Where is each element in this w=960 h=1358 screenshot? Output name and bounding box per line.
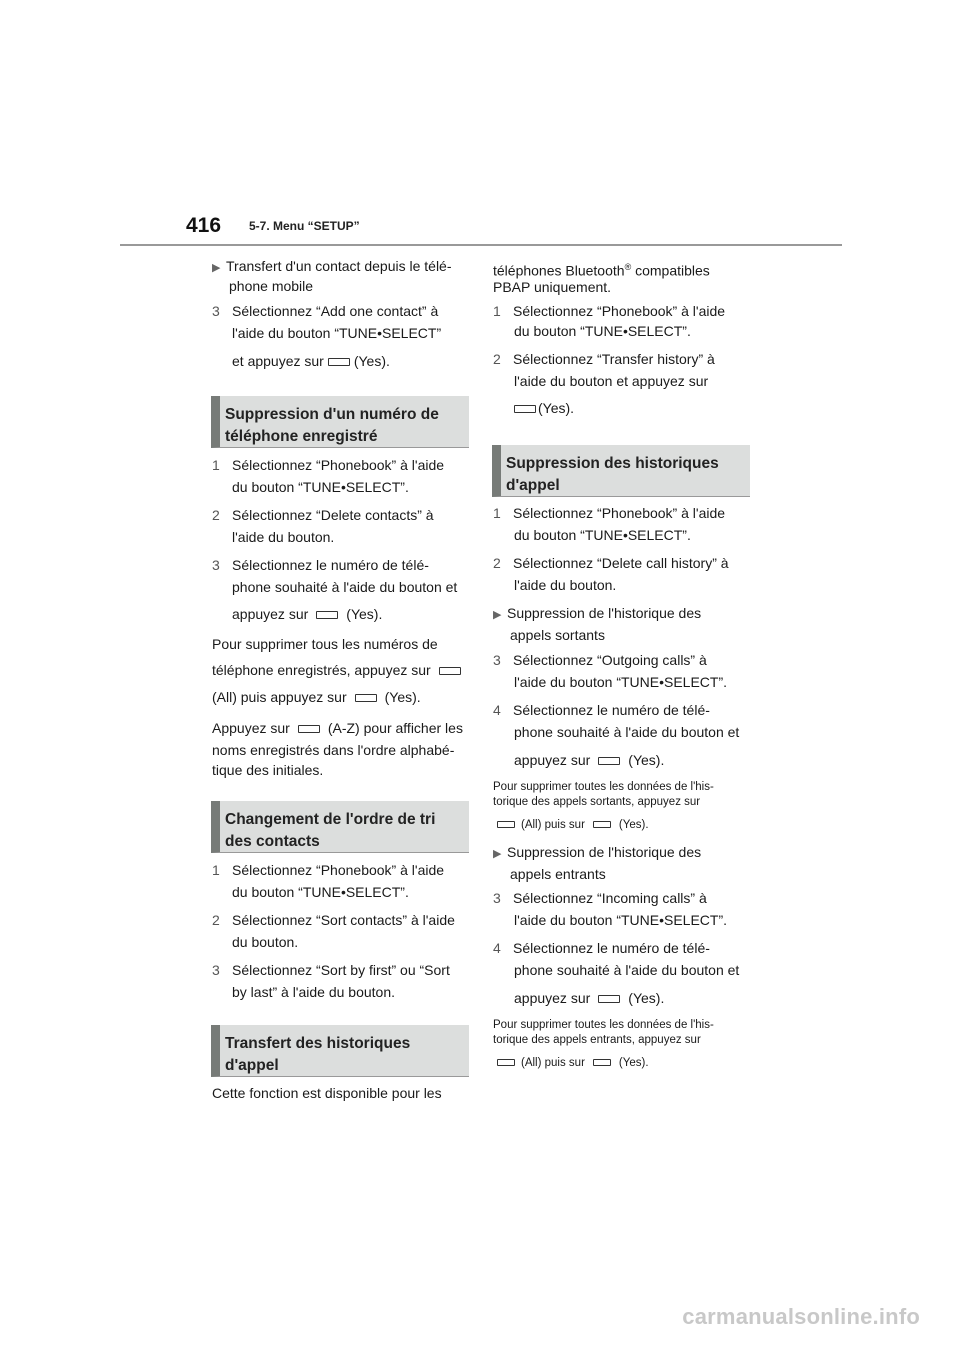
step-text: l'aide du bouton “TUNE•SELECT”. (514, 674, 728, 690)
step-text: phone souhaité à l'aide du bouton et (514, 724, 740, 740)
paragraph: Cette fonction est disponible pour les (212, 1085, 442, 1101)
step-text: (Yes). (514, 398, 574, 418)
paragraph: Pour supprimer tous les numéros de (212, 636, 438, 652)
screen-button-icon (598, 995, 620, 1003)
screen-button-icon (355, 694, 377, 702)
header-rule (120, 244, 842, 246)
step-1: 1 Sélectionnez “Phonebook” à l'aide (493, 303, 726, 319)
screen-button-icon (316, 611, 338, 619)
screen-button-icon (598, 757, 620, 765)
step-3: 3 Sélectionnez “Sort by first” ou “Sort (212, 962, 450, 978)
screen-button-icon (497, 821, 515, 828)
arrow-item-cont: appels sortants (510, 627, 605, 643)
step-1: 1 Sélectionnez “Phonebook” à l'aide (212, 457, 445, 473)
step-text: l'aide du bouton et appuyez sur (514, 373, 709, 389)
step-text: appuyez sur (Yes). (514, 752, 665, 768)
step-text: l'aide du bouton. (232, 529, 335, 545)
paragraph: téléphones Bluetooth® compatibles (493, 262, 710, 279)
step-text: l'aide du bouton “TUNE•SELECT” (232, 325, 442, 341)
step-text: appuyez sur (Yes). (514, 990, 665, 1006)
arrow-bullet-icon: ▶ (493, 848, 502, 860)
paragraph: noms enregistrés dans l'ordre alphabé- (212, 742, 455, 758)
step-text: du bouton “TUNE•SELECT”. (514, 323, 691, 339)
step-4: 4 Sélectionnez le numéro de télé- (493, 940, 710, 956)
screen-button-icon (514, 405, 536, 413)
step-text: l'aide du bouton. (514, 577, 617, 593)
step-text: du bouton “TUNE•SELECT”. (514, 527, 691, 543)
note: torique des appels entrants, appuyez sur (493, 1034, 701, 1046)
step-1: 1 Sélectionnez “Phonebook” à l'aide (212, 862, 445, 878)
arrow-item: ▶ Transfert d'un contact depuis le télé- (212, 256, 452, 278)
step-4: 4 Sélectionnez le numéro de télé- (493, 702, 710, 718)
step-3: 3 Sélectionnez “Add one contact” à (212, 303, 439, 319)
step-text: l'aide du bouton “TUNE•SELECT”. (514, 912, 728, 928)
screen-button-icon (439, 667, 461, 675)
screen-button-icon (497, 1059, 515, 1066)
step-2: 2 Sélectionnez “Sort contacts” à l'aide (212, 912, 455, 928)
screen-button-icon (328, 358, 350, 366)
arrow-item: ▶ Suppression de l'historique des (493, 603, 701, 625)
note: (All) puis sur (Yes). (493, 818, 649, 833)
step-text: phone souhaité à l'aide du bouton et (514, 962, 740, 978)
screen-button-icon (593, 821, 611, 828)
step-1: 1 Sélectionnez “Phonebook” à l'aide (493, 505, 726, 521)
section-header: Changement de l'ordre de tri des contacts (211, 801, 469, 853)
paragraph: tique des initiales. (212, 762, 324, 778)
section-header: Suppression des historiques d'appel (492, 445, 750, 497)
paragraph: (All) puis appuyez sur (Yes). (212, 689, 421, 705)
paragraph: PBAP uniquement. (493, 279, 612, 295)
section-header: Suppression d'un numéro de téléphone enregistré (211, 396, 469, 448)
step-2: 2 Sélectionnez “Delete contacts” à (212, 507, 434, 523)
step-text: du bouton “TUNE•SELECT”. (232, 884, 409, 900)
note: (All) puis sur (Yes). (493, 1056, 649, 1071)
step-2: 2 Sélectionnez “Delete call history” à (493, 555, 729, 571)
chapter-title: 5-7. Menu “SETUP” (249, 219, 360, 233)
step-text: et appuyez sur (Yes). (232, 353, 390, 369)
step-text: by last” à l'aide du bouton. (232, 984, 396, 1000)
arrow-item: ▶ Suppression de l'historique des (493, 842, 701, 864)
section-header: Transfert des historiques d'appel (211, 1025, 469, 1077)
note: Pour supprimer toutes les données de l'his- (493, 1019, 714, 1031)
paragraph: Appuyez sur (A-Z) pour afficher les (212, 720, 463, 736)
step-text: appuyez sur (Yes). (232, 606, 383, 622)
watermark: carmanualsonline.info (682, 1304, 920, 1329)
step-text: phone souhaité à l'aide du bouton et (232, 579, 458, 595)
step-text: du bouton. (232, 934, 299, 950)
arrow-item-cont: phone mobile (229, 278, 314, 294)
arrow-item-cont: appels entrants (510, 866, 606, 882)
note: torique des appels sortants, appuyez sur (493, 796, 701, 808)
step-3: 3 Sélectionnez “Outgoing calls” à (493, 652, 707, 668)
note: Pour supprimer toutes les données de l'his- (493, 781, 714, 793)
step-text: du bouton “TUNE•SELECT”. (232, 479, 409, 495)
step-2: 2 Sélectionnez “Transfer history” à (493, 351, 715, 367)
page-number: 416 (186, 214, 222, 237)
arrow-bullet-icon: ▶ (212, 262, 221, 274)
screen-button-icon (298, 725, 320, 733)
arrow-bullet-icon: ▶ (493, 609, 502, 621)
paragraph: téléphone enregistrés, appuyez sur (212, 660, 465, 680)
step-3: 3 Sélectionnez le numéro de télé- (212, 557, 429, 573)
screen-button-icon (593, 1059, 611, 1066)
step-3: 3 Sélectionnez “Incoming calls” à (493, 890, 707, 906)
